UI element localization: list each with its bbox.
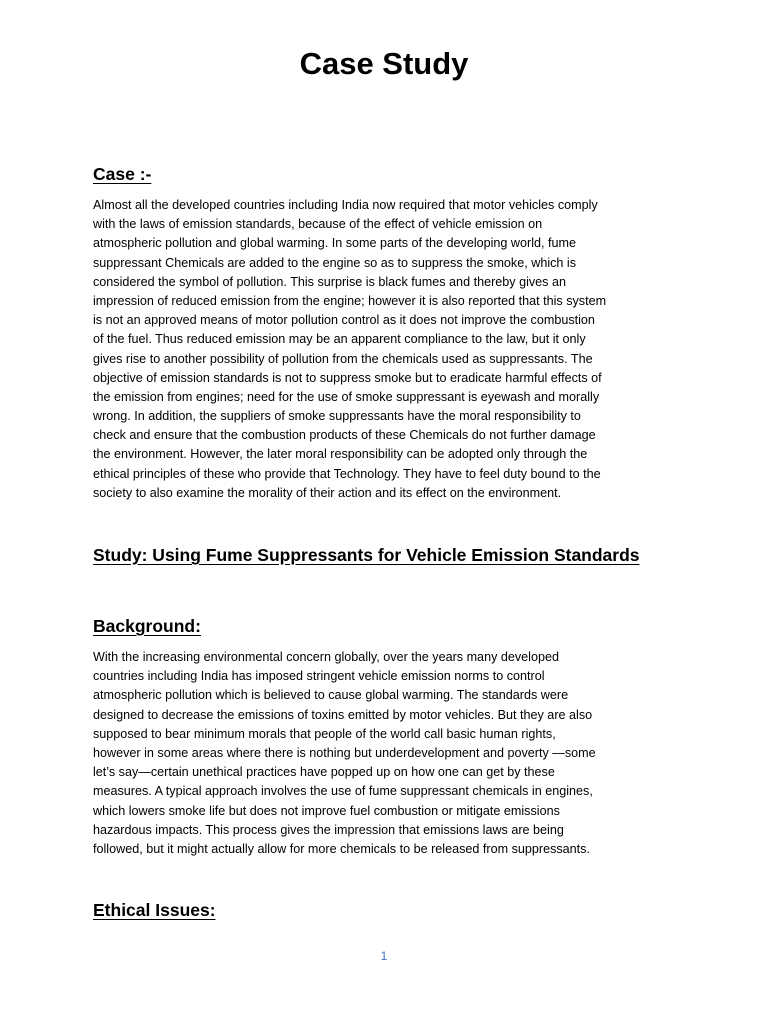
background-line: supposed to bear minimum morals that people of the world call basic human rights,: [93, 726, 556, 741]
case-heading: Case :-: [93, 164, 152, 184]
background-line: designed to decrease the emissions of toxins emitted by motor vehicles. But they are also: [93, 707, 593, 722]
case-line: the emission from engines; need for the use of smoke suppressant is eyewash and morally: [93, 389, 600, 404]
background-line: however in some areas where there is nothing but underdevelopment and poverty —some: [93, 745, 596, 760]
background-line: atmospheric pollution which is believed to cause global warming. The standards were: [93, 688, 569, 703]
case-line: considered the symbol of pollution. This surprise is black fumes and thereby gives an: [93, 274, 566, 289]
background-paragraph: [93, 648, 679, 859]
case-line: impression of reduced emission from the engine; however it is also reported that this system: [93, 293, 607, 308]
background-line: let’s say—certain unethical practices have popped up on how one can get by these: [93, 765, 555, 780]
background-line: With the increasing environmental concern globally, over the years many developed: [93, 650, 559, 664]
background-heading: Background:: [93, 616, 201, 636]
case-line: with the laws of emission standards, because of the effect of vehicle emission on: [93, 217, 543, 232]
case-line: ethical principles of these who provide that Technology. They have to feel duty bound to the: [93, 466, 601, 481]
page-number: 1: [380, 949, 388, 963]
case-line: wrong. In addition, the suppliers of smoke suppressants have the moral responsibility to: [93, 409, 581, 424]
background-line: hazardous impacts. This process gives the impression that emissions laws are being: [93, 822, 564, 837]
case-line: the environment. However, the later moral responsibility can be adopted only through the: [93, 447, 588, 462]
background-line: followed, but it might actually allow for more chemicals to be released from suppressants.: [93, 841, 590, 856]
case-line: gives rise to another possibility of pollution from the chemicals used as suppressants. The: [93, 351, 593, 366]
background-line: which lowers smoke life but does not improve fuel combustion or mitigate emissions: [93, 803, 560, 818]
case-line: atmospheric pollution and global warming. In some parts of the developing world, fume: [93, 236, 577, 251]
case-line: suppressant Chemicals are added to the engine so as to suppress the smoke, which is: [93, 255, 577, 270]
case-paragraph: [93, 196, 679, 503]
background-line: countries including India has imposed stringent vehicle emission norms to control: [93, 669, 545, 684]
case-line: Almost all the developed countries including India now required that motor vehicles comply: [93, 198, 598, 212]
ethical-issues-heading: Ethical Issues:: [93, 900, 216, 920]
case-line: is not an approved means of motor pollution control as it does not improve the combustion: [93, 313, 595, 328]
background-line: measures. A typical approach involves the use of fume suppressant chemicals in engines,: [93, 784, 593, 799]
case-line: society to also examine the morality of their action and its effect on the environment.: [93, 485, 562, 500]
case-line: objective of emission standards is not to suppress smoke but to eradicate harmful effects of: [93, 370, 602, 385]
case-line: check and ensure that the combustion products of these Chemicals do not further damage: [93, 428, 596, 443]
page-title: Case Study: [299, 46, 469, 81]
case-line: of the fuel. Thus reduced emission may be an apparent compliance to the law, but it only: [93, 332, 586, 347]
study-heading: Study: Using Fume Suppressants for Vehicle Emission Standards: [93, 545, 640, 565]
